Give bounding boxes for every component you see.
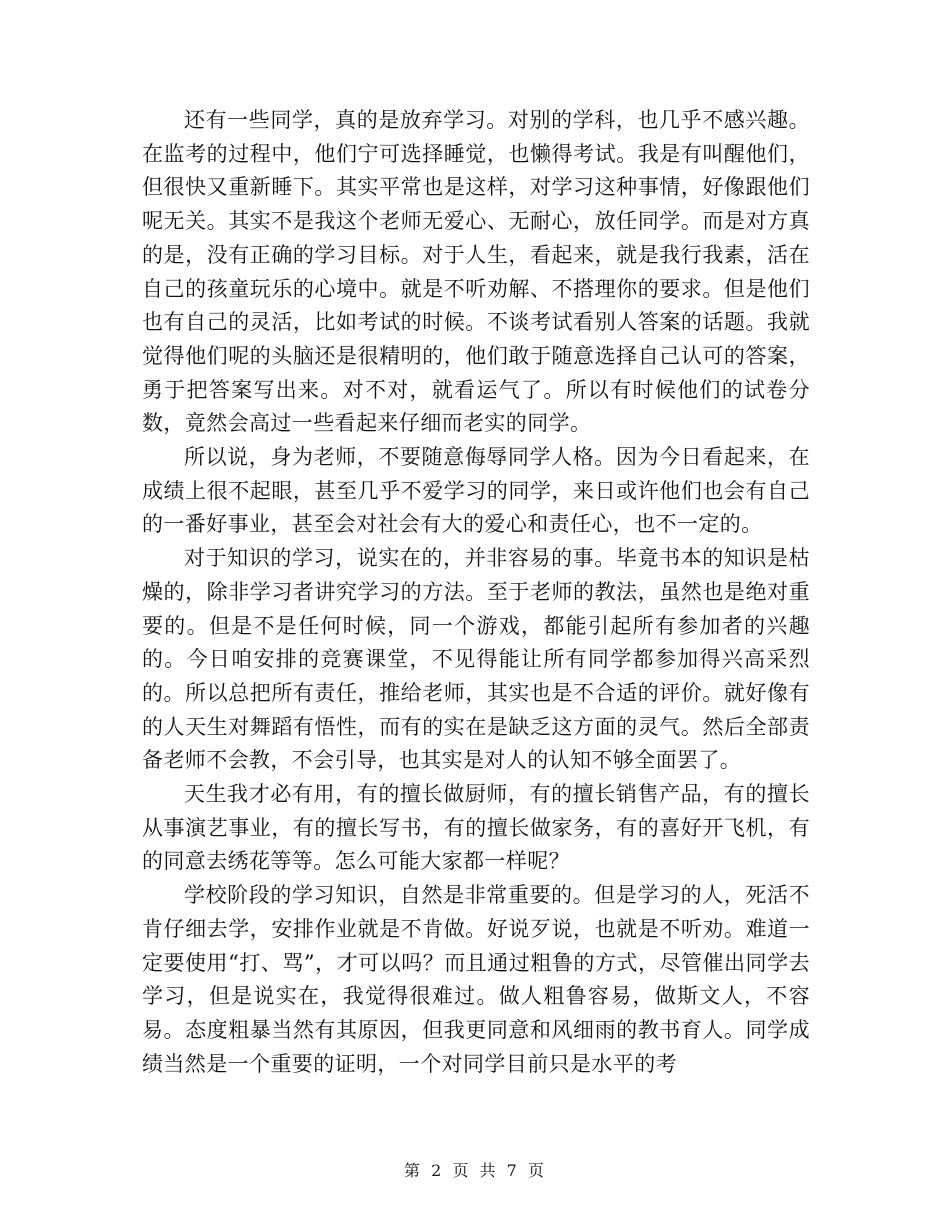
footer-total-word: 共 xyxy=(479,1161,498,1180)
footer-prefix: 第 xyxy=(404,1161,423,1180)
document-body xyxy=(142,104,810,1081)
footer-suffix: 页 xyxy=(527,1161,546,1180)
total-pages-number: 7 xyxy=(506,1161,519,1180)
paragraph-5: 学校阶段的学习知识，自然是非常重要的。但是学习的人，死活不肯仔细去学，安排作业就是不肯做。好说歹说，也就是不听劝。难道一定要使用“打、骂”，才可以吗？而且通过粗鲁的方式，尽管催出同学去学习，但是说实在，我觉得很难过。做人粗鲁容易，做斯文人，不容易。态度粗暴当然有其原因，但我更同意和风细雨的教书育人。同学成绩当然是一个重要的证明，一个对同学目前只是水平的考 xyxy=(142,883,810,1076)
paragraph-3: 对于知识的学习，说实在的，并非容易的事。毕竟书本的知识是枯燥的，除非学习者讲究学习的方法。至于老师的教法，虽然也是绝对重要的。但是不是任何时候，同一个游戏，都能引起所有参加者的兴趣的。今日咱安排的竞赛课堂，不见得能让所有同学都参加得兴高采烈的。所以总把所有责任，推给老师，其实也是不合适的评价。就好像有的人天生对舞蹈有悟性，而有的实在是缺乏这方面的灵气。然后全部责备老师不会教，不会引导，也其实是对人的认知不够全面罢了。 xyxy=(142,546,810,773)
current-page-number: 2 xyxy=(431,1161,444,1180)
paragraph-4: 天生我才必有用，有的擅长做厨师，有的擅长销售产品，有的擅长从事演艺事业，有的擅长写书，有的擅长做家务，有的喜好开飞机，有的同意去绣花等等。怎么可能大家都一样呢？ xyxy=(142,782,810,874)
page-footer xyxy=(0,1158,950,1181)
paragraph-1: 还有一些同学，真的是放弃学习。对别的学科，也几乎不感兴趣。在监考的过程中，他们宁可选择睡觉，也懒得考试。我是有叫醒他们，但很快又重新睡下。其实平常也是这样，对学习这种事情，好像跟他们呢无关。其实不是我这个老师无爱心、无耐心，放任同学。而是对方真的是，没有正确的学习目标。对于人生，看起来，就是我行我素，活在自己的孩童玩乐的心境中。就是不听劝解、不搭理你的要求。但是他们也有自己的灵活，比如考试的时候。不谈考试看别人答案的话题。我就觉得他们呢的头脑还是很精明的，他们敢于随意选择自己认可的答案，勇于把答案写出来。对不对，就看运气了。所以有时候他们的试卷分数，竟然会高过一些看起来仔细而老实的同学。 xyxy=(142,108,810,436)
paragraph-2: 所以说，身为老师，不要随意侮辱同学人格。因为今日看起来，在成绩上很不起眼，甚至几乎不爱学习的同学，来日或许他们也会有自己的一番好事业，甚至会对社会有大的爱心和责任心，也不一定的。 xyxy=(142,445,810,537)
footer-page-word: 页 xyxy=(452,1161,471,1180)
